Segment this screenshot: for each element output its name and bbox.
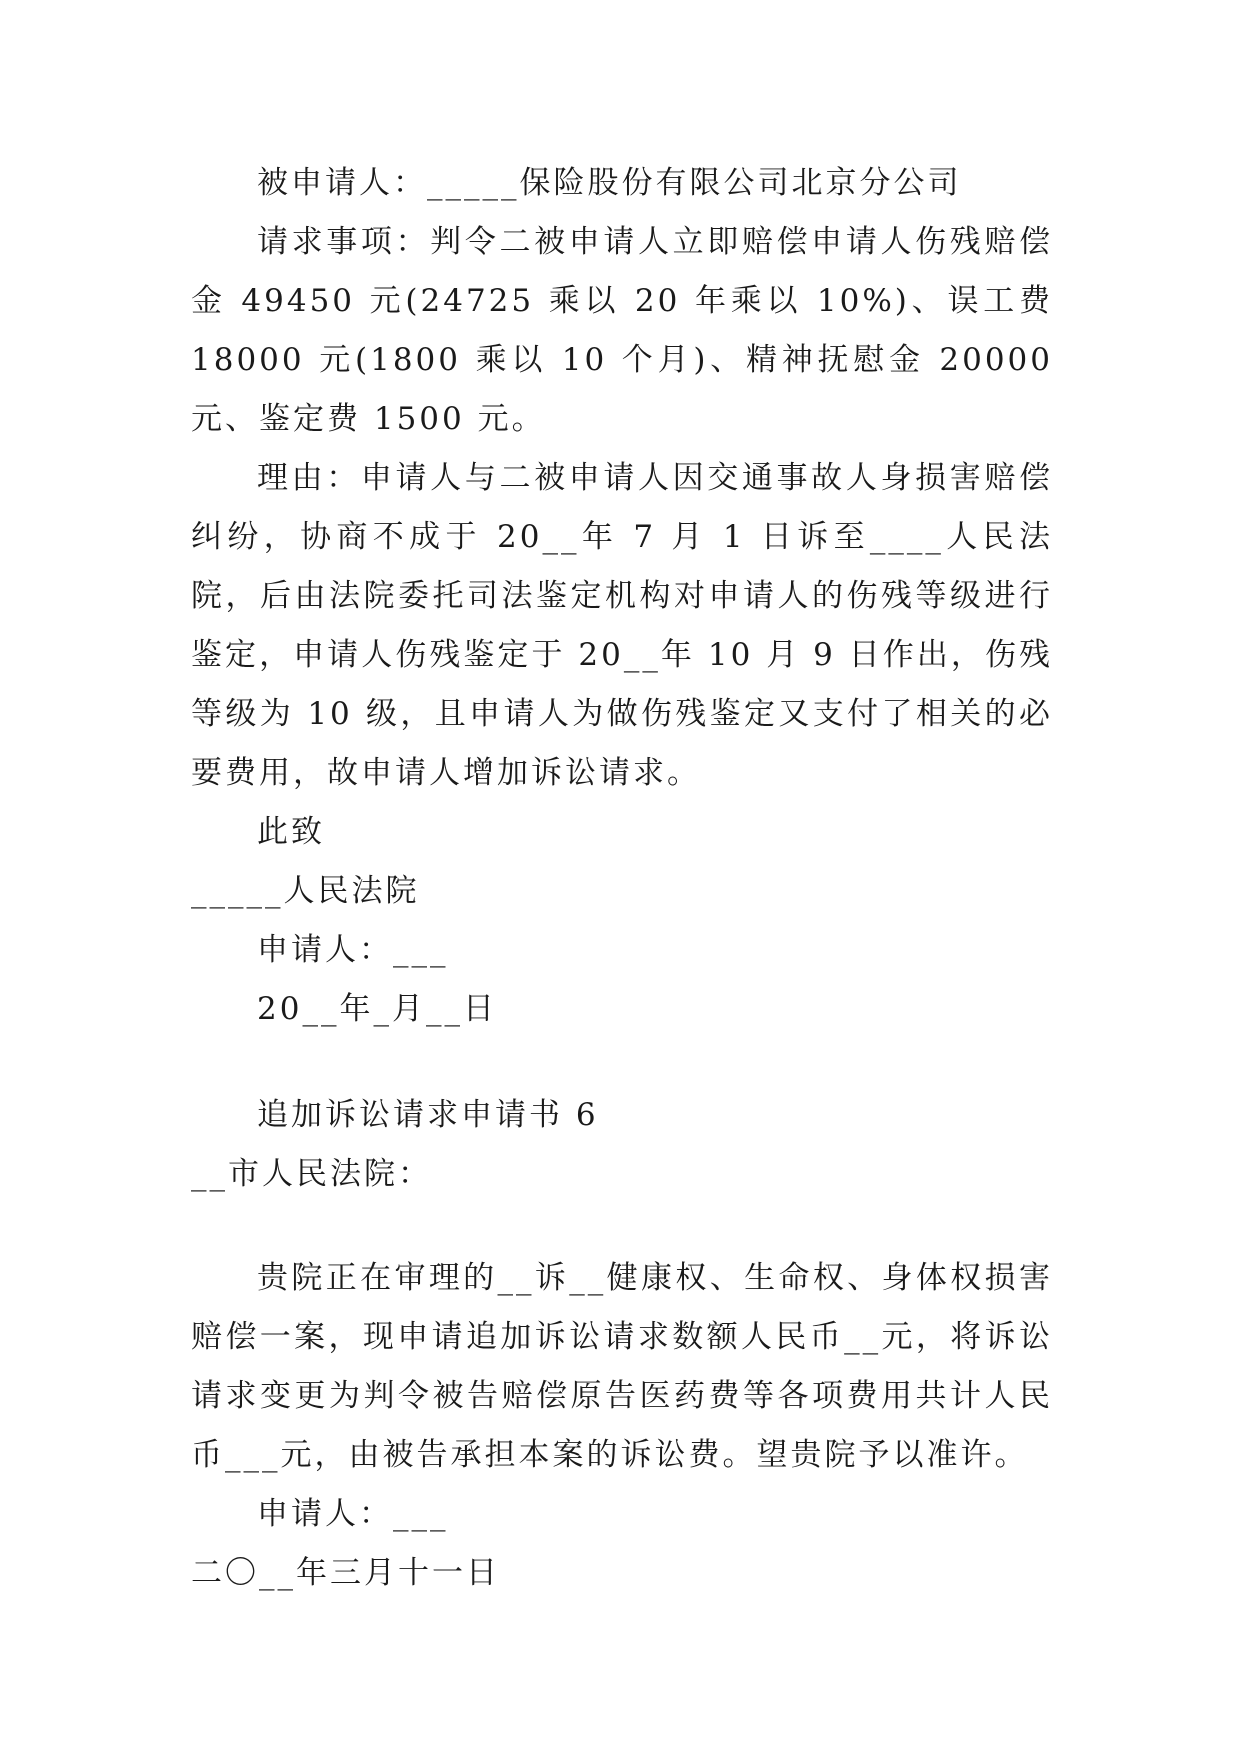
signature-date: 20__年_月__日: [257, 991, 497, 1027]
document-page: [191, 154, 1053, 1603]
section-gap: [191, 1039, 1053, 1086]
document-title: 追加诉讼请求申请书 6: [257, 1097, 599, 1133]
request-body: 贵院正在审理的__诉__健康权、生命权、身体权损害赔偿一案，现申请追加诉讼请求数额人民币__元，将诉讼请求变更为判令被告赔偿原告医药费等各项费用共计人民币___元，由被告承担本案的诉讼费。望贵院予以准许。: [191, 1260, 1053, 1473]
salutation: 此致: [257, 814, 325, 850]
claims-paragraph: 请求事项：判令二被申请人立即赔偿申请人伤残赔偿金 49450 元(24725 乘以 20 年乘以 10%)、误工费 18000 元(1800 乘以 10 个月)、精神抚慰金 20000 元、鉴定费 1500 元。: [191, 224, 1053, 437]
court-name: _____人民法院: [191, 873, 420, 909]
applicant-signature-2: 申请人：___: [257, 1496, 449, 1532]
addressee-gap: [191, 1204, 1053, 1249]
applicant-signature: 申请人：___: [257, 932, 449, 968]
reason-paragraph: 理由：申请人与二被申请人因交通事故人身损害赔偿纠纷，协商不成于 20__年 7 月 1 日诉至____人民法院，后由法院委托司法鉴定机构对申请人的伤残等级进行鉴定，申请人伤残鉴定于 20__年 10 月 9 日作出，伤残等级为 10 级，且申请人为做伤残鉴定又支付了相关的必要费用，故申请人增加诉讼请求。: [191, 460, 1053, 791]
addressee: __市人民法院：: [191, 1156, 432, 1192]
respondent-line: 被申请人：_____保险股份有限公司北京分公司: [257, 165, 962, 201]
signature-date-2: 二〇__年三月十一日: [191, 1555, 500, 1591]
